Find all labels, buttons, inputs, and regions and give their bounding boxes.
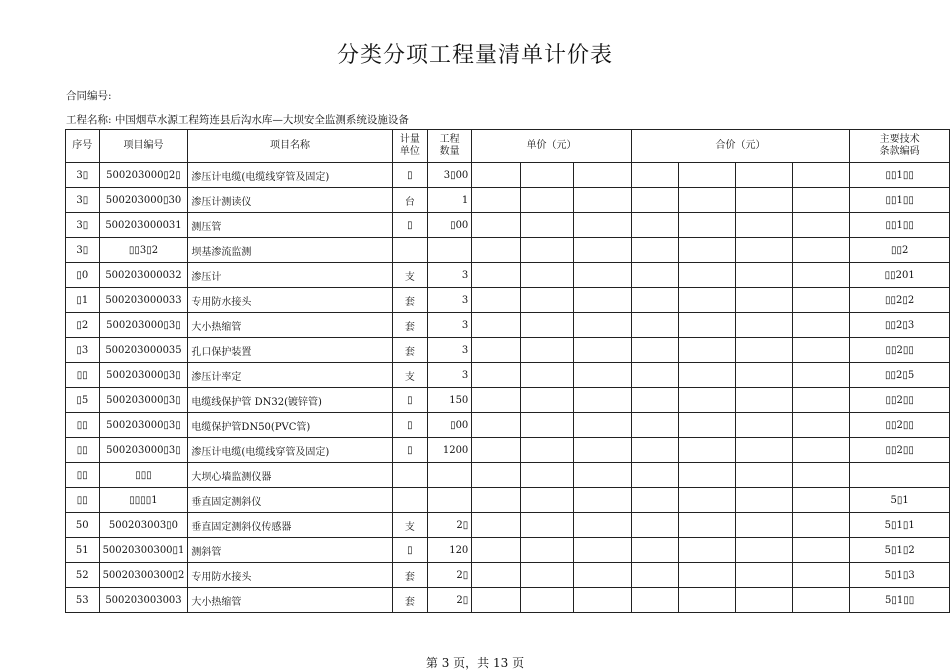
cell-code: ▯▯3▯2	[99, 238, 188, 263]
cell-seq: ▯1	[66, 288, 100, 313]
cell-code: 500203000▯30	[99, 188, 188, 213]
cell-unit-price	[521, 263, 574, 288]
cell-unit	[392, 488, 427, 513]
page-footer: 第 3 页，共 13 页	[425, 656, 525, 670]
col-ref	[850, 130, 950, 163]
cell-qty: ▯00	[428, 213, 472, 238]
cell-total-price	[679, 238, 735, 263]
cell-code: ▯▯▯▯1	[99, 488, 188, 513]
col-seq: 序号	[66, 130, 100, 163]
cell-ref: ▯▯2▯▯	[850, 438, 950, 463]
col-unit-line2: 单位	[399, 146, 420, 157]
table-row	[66, 338, 950, 363]
cell-total-price	[679, 438, 735, 463]
cell-total-price	[631, 363, 679, 388]
cell-seq: 50	[66, 513, 100, 538]
col-qty	[428, 130, 472, 163]
cell-code: 500203000▯3▯	[99, 363, 188, 388]
cell-unit-price	[521, 238, 574, 263]
cell-name: 专用防水接头	[188, 563, 392, 588]
cell-qty	[428, 463, 472, 488]
cell-code: 50020300300▯2	[99, 563, 188, 588]
cell-unit-price	[574, 338, 632, 363]
cell-unit-price	[472, 238, 521, 263]
cell-seq: ▯5	[66, 388, 100, 413]
cell-unit-price	[472, 313, 521, 338]
cell-unit-price	[574, 238, 632, 263]
cell-code: 500203003▯0	[99, 513, 188, 538]
cell-total-price	[631, 263, 679, 288]
cell-name: 大小热缩管	[188, 588, 392, 613]
cell-unit: 支	[392, 263, 427, 288]
cell-total-price	[793, 588, 850, 613]
cell-total-price	[679, 288, 735, 313]
cell-unit-price	[521, 338, 574, 363]
cell-total-price	[631, 538, 679, 563]
cell-name: 渗压计测读仪	[188, 188, 392, 213]
cell-total-price	[735, 238, 792, 263]
cell-qty: 1	[428, 188, 472, 213]
cell-unit-price	[521, 488, 574, 513]
cell-unit-price	[521, 288, 574, 313]
table-row	[66, 388, 950, 413]
cell-qty: 2▯	[428, 563, 472, 588]
cell-total-price	[631, 513, 679, 538]
cell-total-price	[735, 363, 792, 388]
cell-seq: 51	[66, 538, 100, 563]
cell-code: 500203000031	[99, 213, 188, 238]
cell-total-price	[793, 363, 850, 388]
cell-total-price	[679, 213, 735, 238]
cell-unit: ▯	[392, 438, 427, 463]
cell-total-price	[679, 363, 735, 388]
cell-seq: 3▯	[66, 238, 100, 263]
cell-unit: 支	[392, 513, 427, 538]
cell-seq: 3▯	[66, 163, 100, 188]
cell-unit-price	[521, 413, 574, 438]
cell-unit-price	[521, 563, 574, 588]
cell-unit-price	[574, 288, 632, 313]
project-name-label: 工程名称: 中国烟草水源工程筠连县后沟水库—大坝安全监测系统设施设备	[66, 114, 409, 126]
cell-total-price	[679, 313, 735, 338]
cell-total-price	[793, 163, 850, 188]
col-ref-line1: 主要技术	[879, 134, 920, 145]
table-row	[66, 188, 950, 213]
cell-total-price	[735, 588, 792, 613]
cell-unit-price	[472, 388, 521, 413]
cell-total-price	[679, 413, 735, 438]
cell-ref: ▯▯201	[850, 263, 950, 288]
cell-ref: ▯▯1▯▯	[850, 188, 950, 213]
cell-unit	[392, 463, 427, 488]
table-row	[66, 363, 950, 388]
cell-total-price	[631, 413, 679, 438]
cell-ref: 5▯1	[850, 488, 950, 513]
cell-unit-price	[574, 563, 632, 588]
col-qty-line2: 数量	[439, 146, 460, 157]
cell-total-price	[793, 213, 850, 238]
cell-unit: 套	[392, 338, 427, 363]
cell-total-price	[793, 388, 850, 413]
cell-unit-price	[472, 538, 521, 563]
cell-unit-price	[472, 563, 521, 588]
cell-unit-price	[472, 163, 521, 188]
cell-code: 500203000035	[99, 338, 188, 363]
cell-total-price	[631, 163, 679, 188]
cell-unit-price	[472, 263, 521, 288]
cell-total-price	[793, 263, 850, 288]
cell-total-price	[793, 513, 850, 538]
cell-seq: ▯▯	[66, 463, 100, 488]
cell-unit-price	[472, 288, 521, 313]
cell-unit: 套	[392, 588, 427, 613]
cell-seq: 3▯	[66, 213, 100, 238]
cell-total-price	[679, 338, 735, 363]
col-qty-line1: 工程	[439, 134, 460, 145]
cell-total-price	[793, 338, 850, 363]
cell-unit: 支	[392, 363, 427, 388]
cell-total-price	[735, 388, 792, 413]
cell-unit-price	[521, 363, 574, 388]
cell-name: 大小热缩管	[188, 313, 392, 338]
cell-qty: 2▯	[428, 588, 472, 613]
cell-unit: 台	[392, 188, 427, 213]
cell-unit-price	[574, 363, 632, 388]
cell-total-price	[631, 438, 679, 463]
pricing-table	[65, 129, 950, 613]
cell-total-price	[793, 313, 850, 338]
cell-unit-price	[472, 438, 521, 463]
cell-total-price	[631, 463, 679, 488]
cell-seq: ▯▯	[66, 413, 100, 438]
cell-code: 500203000▯3▯	[99, 413, 188, 438]
cell-unit-price	[574, 513, 632, 538]
cell-qty	[428, 238, 472, 263]
cell-unit-price	[521, 463, 574, 488]
cell-qty: 3	[428, 263, 472, 288]
cell-ref: ▯▯2▯▯	[850, 338, 950, 363]
cell-total-price	[793, 188, 850, 213]
cell-ref: ▯▯2▯3	[850, 313, 950, 338]
table-row	[66, 563, 950, 588]
cell-total-price	[679, 563, 735, 588]
cell-unit-price	[472, 413, 521, 438]
cell-name: 电缆保护管DN50(PVC管)	[188, 413, 392, 438]
cell-code: 500203003003	[99, 588, 188, 613]
cell-unit-price	[521, 588, 574, 613]
table-row	[66, 513, 950, 538]
cell-qty: 150	[428, 388, 472, 413]
table-body	[66, 163, 950, 613]
cell-total-price	[631, 488, 679, 513]
cell-unit-price	[574, 588, 632, 613]
cell-unit	[392, 238, 427, 263]
cell-total-price	[735, 438, 792, 463]
cell-unit-price	[472, 463, 521, 488]
cell-qty: 3	[428, 313, 472, 338]
cell-name: 孔口保护装置	[188, 338, 392, 363]
cell-seq: ▯3	[66, 338, 100, 363]
cell-total-price	[793, 563, 850, 588]
cell-code: 500203000▯3▯	[99, 438, 188, 463]
table-row	[66, 163, 950, 188]
cell-total-price	[679, 513, 735, 538]
cell-unit-price	[472, 213, 521, 238]
cell-qty: 3▯00	[428, 163, 472, 188]
cell-seq: ▯0	[66, 263, 100, 288]
table-row	[66, 438, 950, 463]
col-code: 项目编号	[99, 130, 188, 163]
cell-total-price	[735, 188, 792, 213]
cell-code: 500203000033	[99, 288, 188, 313]
cell-name: 专用防水接头	[188, 288, 392, 313]
cell-total-price	[793, 488, 850, 513]
cell-unit-price	[521, 538, 574, 563]
cell-total-price	[793, 238, 850, 263]
cell-unit-price	[521, 163, 574, 188]
table-row	[66, 288, 950, 313]
col-name: 项目名称	[188, 130, 392, 163]
cell-code: 500203000▯3▯	[99, 313, 188, 338]
page-title: 分类分项工程量清单计价表	[336, 43, 613, 68]
cell-qty: 3	[428, 288, 472, 313]
cell-unit-price	[472, 363, 521, 388]
cell-total-price	[679, 463, 735, 488]
cell-unit-price	[574, 313, 632, 338]
cell-ref: ▯▯1▯▯	[850, 163, 950, 188]
cell-ref	[850, 463, 950, 488]
cell-name: 电缆线保护管 DN32(镀锌管)	[188, 388, 392, 413]
cell-total-price	[735, 213, 792, 238]
cell-ref: ▯▯2▯▯	[850, 413, 950, 438]
cell-total-price	[679, 263, 735, 288]
cell-qty: 3	[428, 363, 472, 388]
cell-total-price	[735, 538, 792, 563]
cell-unit-price	[574, 213, 632, 238]
cell-total-price	[679, 163, 735, 188]
cell-total-price	[679, 538, 735, 563]
cell-seq: 52	[66, 563, 100, 588]
cell-unit: ▯	[392, 213, 427, 238]
cell-unit-price	[574, 488, 632, 513]
cell-total-price	[793, 538, 850, 563]
cell-unit-price	[574, 188, 632, 213]
col-unit	[392, 130, 427, 163]
cell-unit: 套	[392, 563, 427, 588]
cell-name: 测斜管	[188, 538, 392, 563]
cell-unit-price	[574, 263, 632, 288]
cell-qty: 2▯	[428, 513, 472, 538]
cell-unit-price	[574, 163, 632, 188]
cell-total-price	[735, 163, 792, 188]
table-row	[66, 413, 950, 438]
cell-total-price	[679, 488, 735, 513]
cell-total-price	[793, 413, 850, 438]
cell-total-price	[735, 263, 792, 288]
cell-name: 渗压计电缆(电缆线穿管及固定)	[188, 163, 392, 188]
cell-qty: 1200	[428, 438, 472, 463]
cell-total-price	[735, 313, 792, 338]
cell-total-price	[631, 213, 679, 238]
cell-ref: 5▯1▯1	[850, 513, 950, 538]
cell-ref: ▯▯2▯▯	[850, 388, 950, 413]
cell-ref: ▯▯2▯5	[850, 363, 950, 388]
table-row	[66, 238, 950, 263]
cell-total-price	[631, 238, 679, 263]
col-ref-line2: 条款编码	[879, 146, 920, 157]
cell-seq: ▯▯	[66, 363, 100, 388]
col-total-price: 合价（元）	[631, 130, 850, 163]
cell-unit-price	[521, 438, 574, 463]
cell-total-price	[631, 188, 679, 213]
cell-unit-price	[472, 188, 521, 213]
cell-unit-price	[521, 213, 574, 238]
cell-code: ▯▯▯	[99, 463, 188, 488]
cell-total-price	[793, 463, 850, 488]
cell-ref: ▯▯1▯▯	[850, 213, 950, 238]
table-row	[66, 313, 950, 338]
cell-total-price	[631, 288, 679, 313]
table-row	[66, 213, 950, 238]
cell-seq: ▯▯	[66, 438, 100, 463]
cell-unit: ▯	[392, 413, 427, 438]
cell-ref: 5▯1▯3	[850, 563, 950, 588]
cell-name: 测压管	[188, 213, 392, 238]
cell-unit: ▯	[392, 388, 427, 413]
cell-code: 500203000▯3▯	[99, 388, 188, 413]
cell-total-price	[793, 288, 850, 313]
cell-total-price	[631, 388, 679, 413]
cell-ref: 5▯1▯▯	[850, 588, 950, 613]
cell-total-price	[735, 563, 792, 588]
cell-name: 坝基渗流监测	[188, 238, 392, 263]
cell-total-price	[735, 338, 792, 363]
cell-unit: ▯	[392, 538, 427, 563]
cell-total-price	[735, 488, 792, 513]
cell-code: 500203000032	[99, 263, 188, 288]
cell-qty: 3	[428, 338, 472, 363]
cell-qty: 120	[428, 538, 472, 563]
cell-unit-price	[521, 188, 574, 213]
cell-name: 大坝心墙监测仪器	[188, 463, 392, 488]
cell-total-price	[793, 438, 850, 463]
table-row	[66, 538, 950, 563]
header-row	[66, 130, 950, 163]
cell-unit-price	[521, 313, 574, 338]
cell-total-price	[679, 188, 735, 213]
cell-unit-price	[574, 413, 632, 438]
cell-unit-price	[472, 513, 521, 538]
table-row	[66, 588, 950, 613]
cell-total-price	[735, 463, 792, 488]
cell-total-price	[735, 413, 792, 438]
cell-unit-price	[574, 538, 632, 563]
contract-number-label: 合同编号:	[66, 90, 112, 102]
cell-seq: 3▯	[66, 188, 100, 213]
cell-unit-price	[574, 438, 632, 463]
cell-total-price	[735, 288, 792, 313]
cell-total-price	[679, 388, 735, 413]
cell-ref: 5▯1▯2	[850, 538, 950, 563]
table-row	[66, 488, 950, 513]
cell-unit: ▯	[392, 163, 427, 188]
cell-name: 渗压计电缆(电缆线穿管及固定)	[188, 438, 392, 463]
cell-name: 渗压计	[188, 263, 392, 288]
cell-unit-price	[521, 388, 574, 413]
col-unit-line1: 计量	[399, 134, 420, 145]
cell-unit-price	[472, 488, 521, 513]
cell-unit-price	[574, 388, 632, 413]
cell-seq: 53	[66, 588, 100, 613]
cell-qty: ▯00	[428, 413, 472, 438]
cell-code: 50020300300▯1	[99, 538, 188, 563]
cell-seq: ▯2	[66, 313, 100, 338]
cell-name: 垂直固定测斜仪	[188, 488, 392, 513]
cell-total-price	[735, 513, 792, 538]
cell-total-price	[631, 588, 679, 613]
cell-unit-price	[472, 588, 521, 613]
cell-code: 500203000▯2▯	[99, 163, 188, 188]
cell-seq: ▯▯	[66, 488, 100, 513]
table-row	[66, 463, 950, 488]
table-row	[66, 263, 950, 288]
cell-total-price	[631, 563, 679, 588]
cell-total-price	[631, 313, 679, 338]
col-unit-price: 单价（元）	[472, 130, 631, 163]
cell-unit: 套	[392, 288, 427, 313]
cell-ref: ▯▯2▯2	[850, 288, 950, 313]
cell-unit-price	[574, 463, 632, 488]
cell-total-price	[679, 588, 735, 613]
cell-name: 垂直固定测斜仪传感器	[188, 513, 392, 538]
cell-name: 渗压计率定	[188, 363, 392, 388]
cell-ref: ▯▯2	[850, 238, 950, 263]
cell-unit-price	[472, 338, 521, 363]
cell-unit-price	[521, 513, 574, 538]
cell-total-price	[631, 338, 679, 363]
cell-qty	[428, 488, 472, 513]
cell-unit: 套	[392, 313, 427, 338]
